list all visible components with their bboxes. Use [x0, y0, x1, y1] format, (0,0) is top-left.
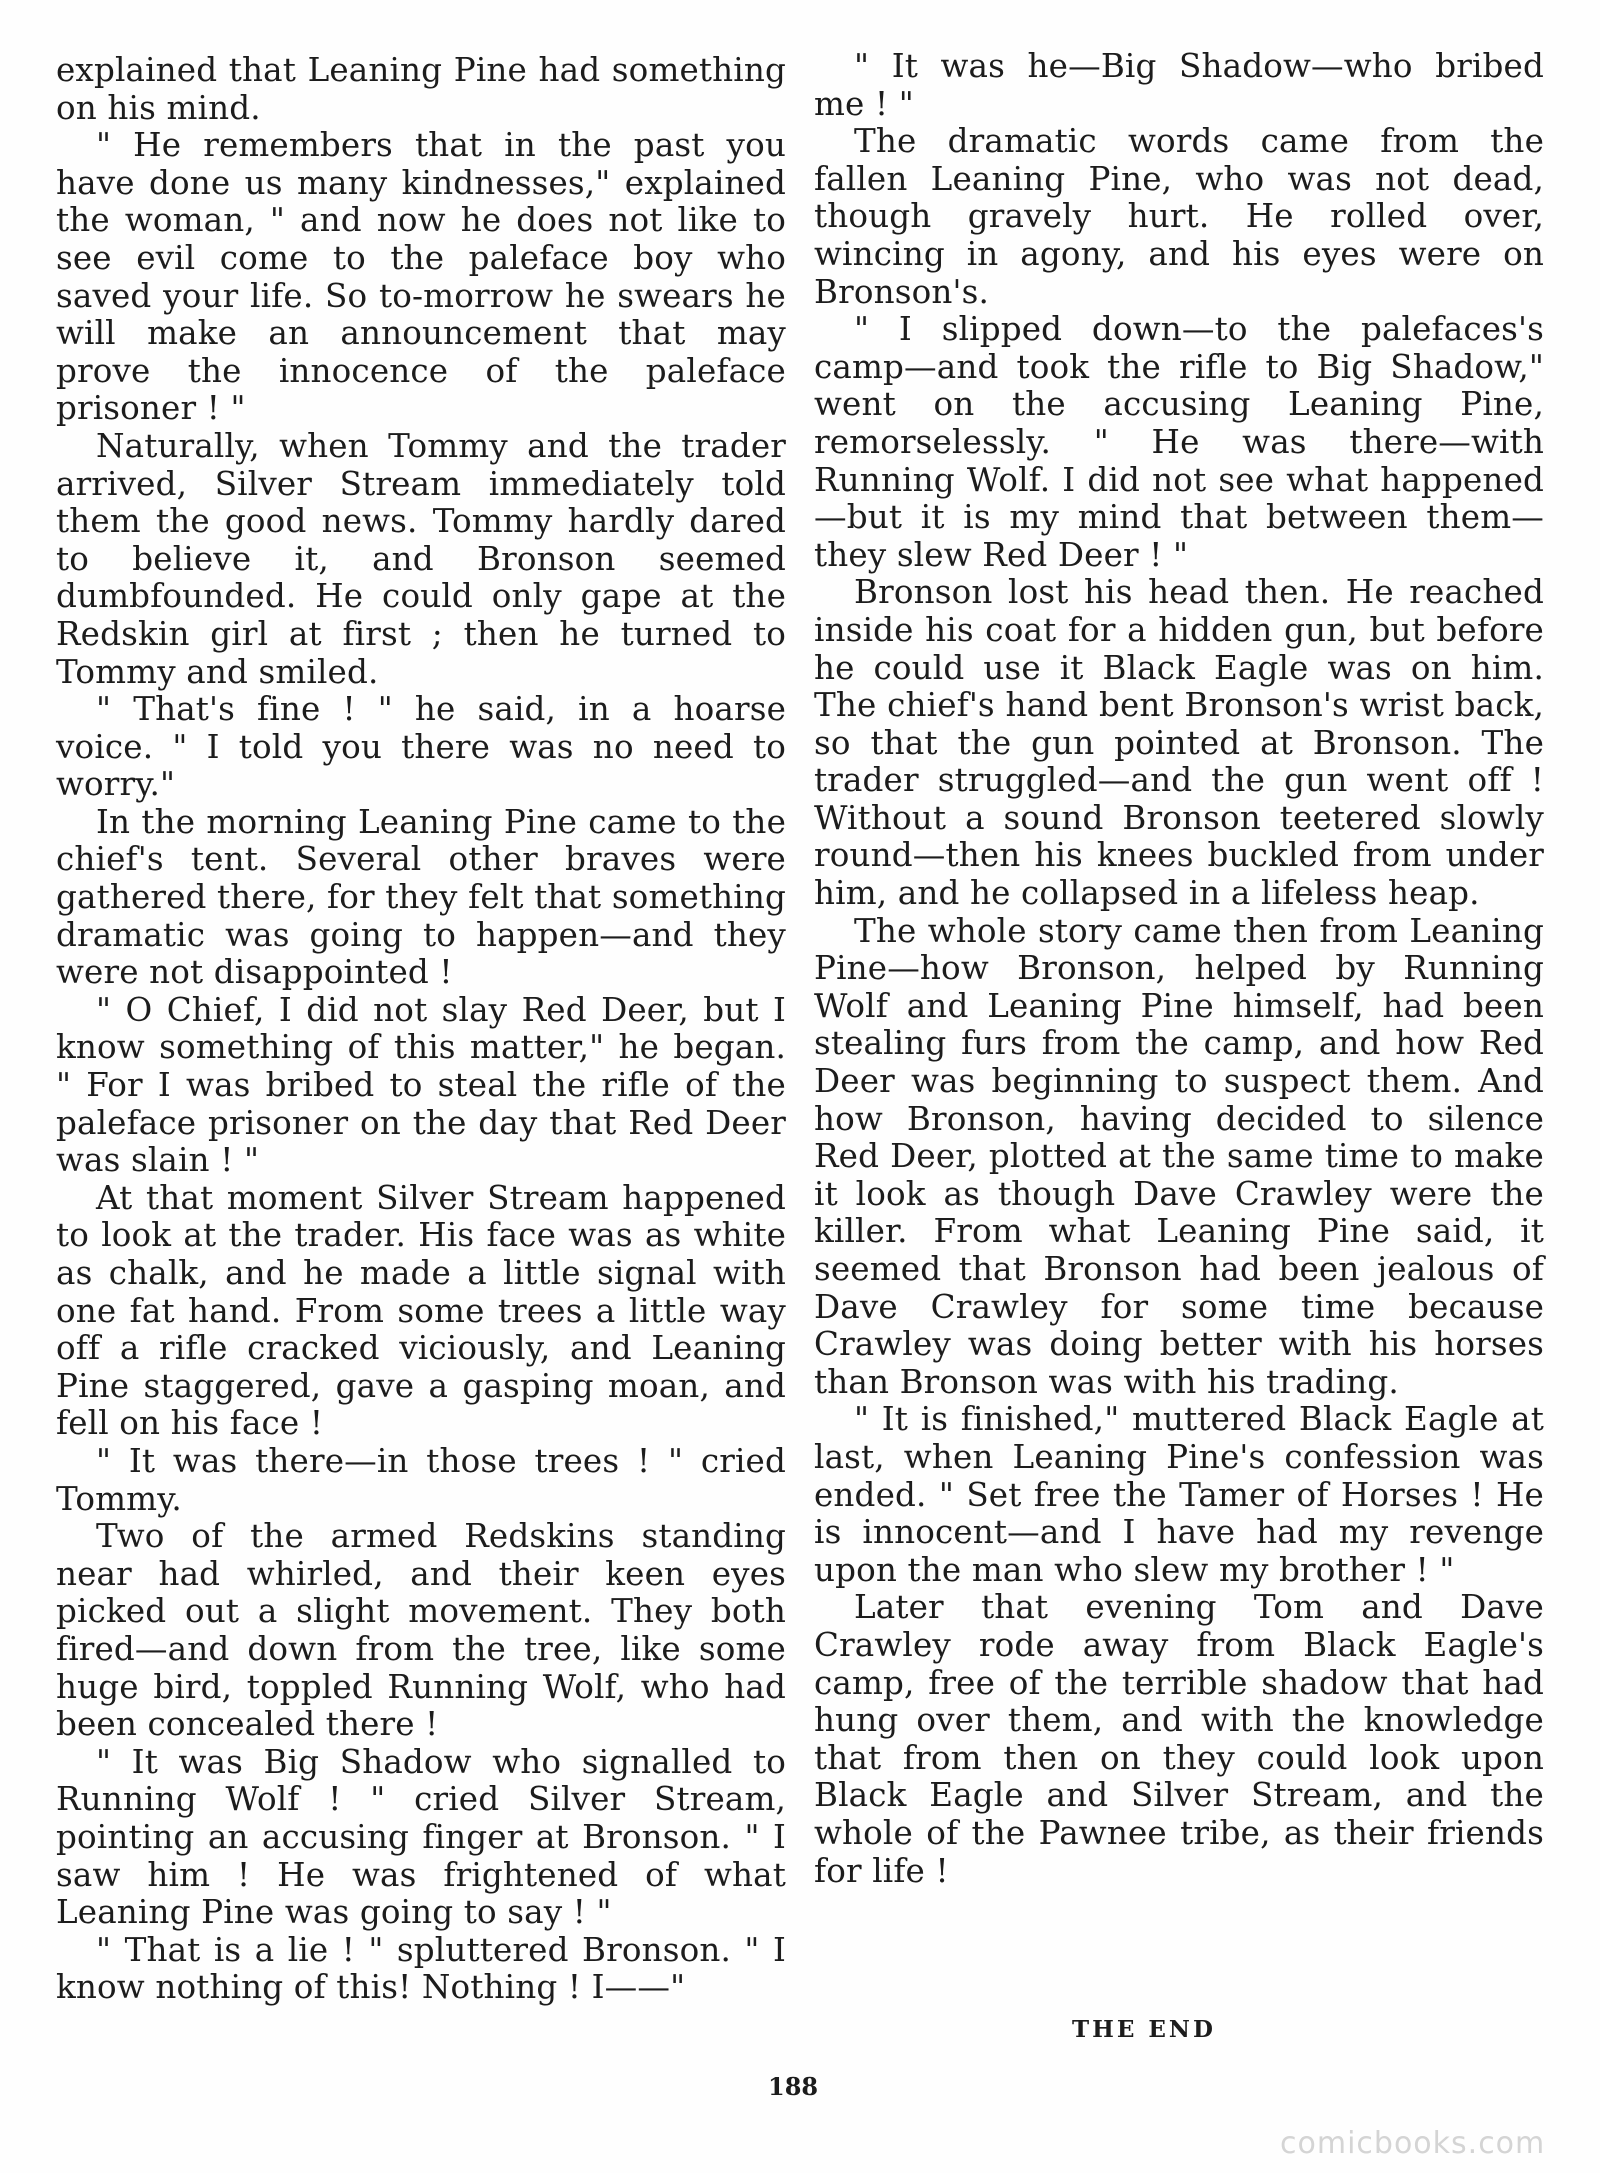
paragraph: In the morning Leaning Pine came to the chief's tent. Several other braves were gathered there, for they felt that something dramatic was going to happen—and they were not disappointed ! [56, 802, 786, 992]
page-number: 188 [768, 2072, 819, 2101]
the-end-label: THE END [1072, 2016, 1216, 2043]
paragraph: " It is finished," muttered Black Eagle at last, when Leaning Pine's confession was ended. " Set free the Tamer of Horses ! He is innocent—and I have had my revenge upon the man who slew my brother ! " [814, 1400, 1544, 1589]
paragraph: The dramatic words came from the fallen Leaning Pine, who was not dead, though gravely hurt. He rolled over, wincing in agony, and his eyes were on Bronson's. [814, 122, 1544, 311]
paragraph: Later that evening Tom and Dave Crawley rode away from Black Eagle's camp, free of the terrible shadow that had hung over them, and with the knowledge that from then on they could look upon Black Eagle and Silver Stream, and the whole of the Pawnee tribe, as their friends for life ! [814, 1588, 1544, 1890]
paragraph: " O Chief, I did not slay Red Deer, but I know something of this matter," he began. " For I was bribed to steal the rifle of the paleface prisoner on the day that Red Deer was slain ! " [56, 990, 786, 1180]
paragraph: Bronson lost his head then. He reached inside his coat for a hidden gun, but before he could use it Black Eagle was on him. The chief's hand bent Bronson's wrist back, so that the gun pointed at Bronson. The trader struggled—and the gun went off ! Without a sound Bronson teetered slowly round—then his knees buckled from under him, and he collapsed in a lifeless heap. [814, 573, 1544, 913]
paragraph: Two of the armed Redskins standing near had whirled, and their keen eyes picked out a slight movement. They both fired—and down from the tree, like some huge bird, toppled Running Wolf, who had been concealed there ! [56, 1517, 786, 1744]
paragraph: " It was he—Big Shadow—who bribed me ! " [814, 47, 1544, 123]
paragraph: " That's fine ! " he said, in a hoarse voice. " I told you there was no need to worry." [56, 690, 786, 804]
paragraph: The whole story came then from Leaning Pine—how Bronson, helped by Running Wolf and Leaning Pine himself, had been stealing furs from the camp, and how Red Deer was beginning to suspect them. And how Bronson, having decided to silence Red Deer, plotted at the same time to make it look as though Dave Crawley were the killer. From what Leaning Pine said, it seemed that Bronson had been jealous of Dave Crawley for some time because Crawley was doing better with his horses than Bronson was with his trading. [814, 911, 1544, 1401]
watermark: comicbooks.com [1280, 2126, 1546, 2161]
paragraph: Naturally, when Tommy and the trader arrived, Silver Stream immediately told them the good news. Tommy hardly dared to believe it, and Bronson seemed dumbfounded. He could only gape at the Redskin girl at first ; then he turned to Tommy and smiled. [56, 426, 786, 691]
paragraph: explained that Leaning Pine had something on his mind. [56, 51, 786, 127]
right-column [814, 48, 1544, 1890]
left-column [56, 52, 786, 2007]
paragraph: " That is a lie ! " spluttered Bronson. " I know nothing of this! Nothing ! I——" [56, 1930, 786, 2007]
paragraph: " He remembers that in the past you have done us many kindnesses," explained the woman, " and now he does not like to see evil come to the paleface boy who saved your life. So to-morrow he swears he will make an announcement that may prove the innocence of the paleface prisoner ! " [56, 126, 786, 428]
paragraph: " It was Big Shadow who signalled to Running Wolf ! " cried Silver Stream, pointing an accusing finger at Bronson. " I saw him ! He was frightened of what Leaning Pine was going to say ! " [56, 1742, 786, 1932]
paragraph: At that moment Silver Stream happened to look at the trader. His face was as white as chalk, and he made a little signal with one fat hand. From some trees a little way off a rifle cracked viciously, and Leaning Pine staggered, gave a gasping moan, and fell on his face ! [56, 1178, 786, 1443]
paragraph: " It was there—in those trees ! " cried Tommy. [56, 1441, 786, 1518]
paragraph: " I slipped down—to the palefaces's camp—and took the rifle to Big Shadow," went on the accusing Leaning Pine, remorselessly. " He was there—with Running Wolf. I did not see what happened—but it is my mind that between them—they slew Red Deer ! " [814, 310, 1544, 574]
